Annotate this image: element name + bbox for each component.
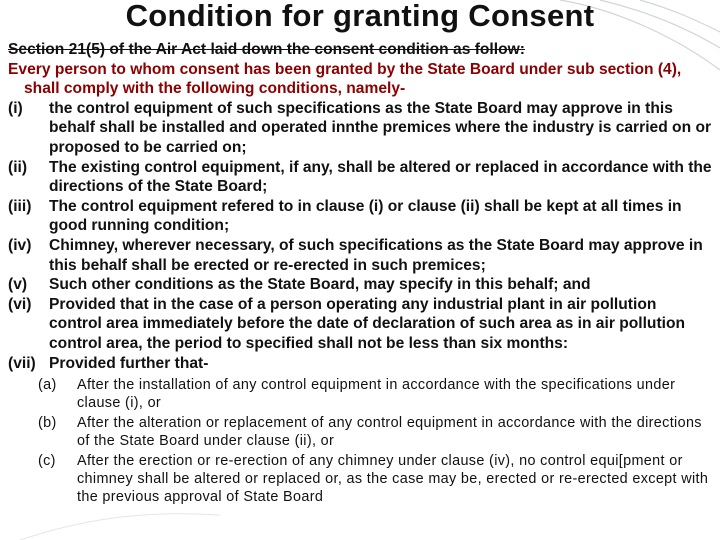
sub-clause-list — [38, 377, 710, 506]
page-title: Condition for granting Consent — [125, 0, 595, 33]
sub-clause-a — [38, 377, 710, 412]
clause-number: (vi) — [8, 295, 32, 313]
clause-text: Provided further that- — [49, 354, 209, 372]
clause-number: (iv) — [8, 236, 32, 254]
clause-text: The existing control equipment, if any, shall be altered or replaced in accordance with the directions of the State Board; — [49, 158, 712, 196]
clause-number: (v) — [8, 276, 28, 294]
sub-clause-text: After the alteration or replacement of any control equipment in accordance with the directions of the State Board under clause (ii), or — [77, 415, 702, 449]
clause-iv — [8, 236, 712, 275]
lead-paragraph: Every person to whom consent has been granted by the State Board under sub section (4), shall comply with the following conditions, namely- — [8, 60, 682, 98]
clause-number: (vii) — [8, 354, 36, 372]
clause-iii — [8, 197, 712, 236]
clause-i — [8, 99, 712, 158]
clause-text: Chimney, wherever necessary, of such specifications as the State Board may approve in this behalf shall be erected or re-erected in such premices; — [49, 236, 703, 274]
clause-text: The control equipment refered to in clause (i) or clause (ii) shall be kept at all times in good running condition; — [49, 197, 682, 235]
clause-ii — [8, 158, 712, 197]
clause-number: (i) — [8, 99, 23, 117]
clause-number: (iii) — [8, 197, 32, 215]
document-body — [8, 40, 712, 509]
sub-clause-number: (c) — [38, 453, 56, 470]
sub-clause-b — [38, 415, 710, 450]
sub-clause-text: After the erection or re-erection of any chimney under clause (iv), no control equi[pment or chimney shall be altered or replaced or, as the case may be, erected or re-erected except with the previous approval of State Board — [77, 453, 709, 505]
clause-v — [8, 275, 712, 295]
intro-paragraph: Section 21(5) of the Air Act laid down the consent condition as follow: — [8, 41, 525, 58]
clause-text: the control equipment of such specifications as the State Board may approve in this behalf shall be installed and operated innthe premices where the industry is carried on or proposed to be carried on; — [49, 99, 712, 156]
clause-number: (ii) — [8, 158, 28, 176]
clause-vii — [8, 354, 712, 374]
sub-clause-number: (a) — [38, 377, 57, 394]
clause-vi — [8, 295, 712, 354]
sub-clause-text: After the installation of any control equipment in accordance with the specifications under clause (i), or — [77, 377, 676, 411]
sub-clause-c — [38, 453, 710, 506]
clause-text: Such other conditions as the State Board, may specify in this behalf; and — [49, 276, 591, 294]
sub-clause-number: (b) — [38, 415, 57, 432]
clause-text: Provided that in the case of a person operating any industrial plant in air pollution control area immediately before the date of declaration of such area as in air pollution control area, the period to specified shall not be less than six months: — [49, 295, 686, 352]
